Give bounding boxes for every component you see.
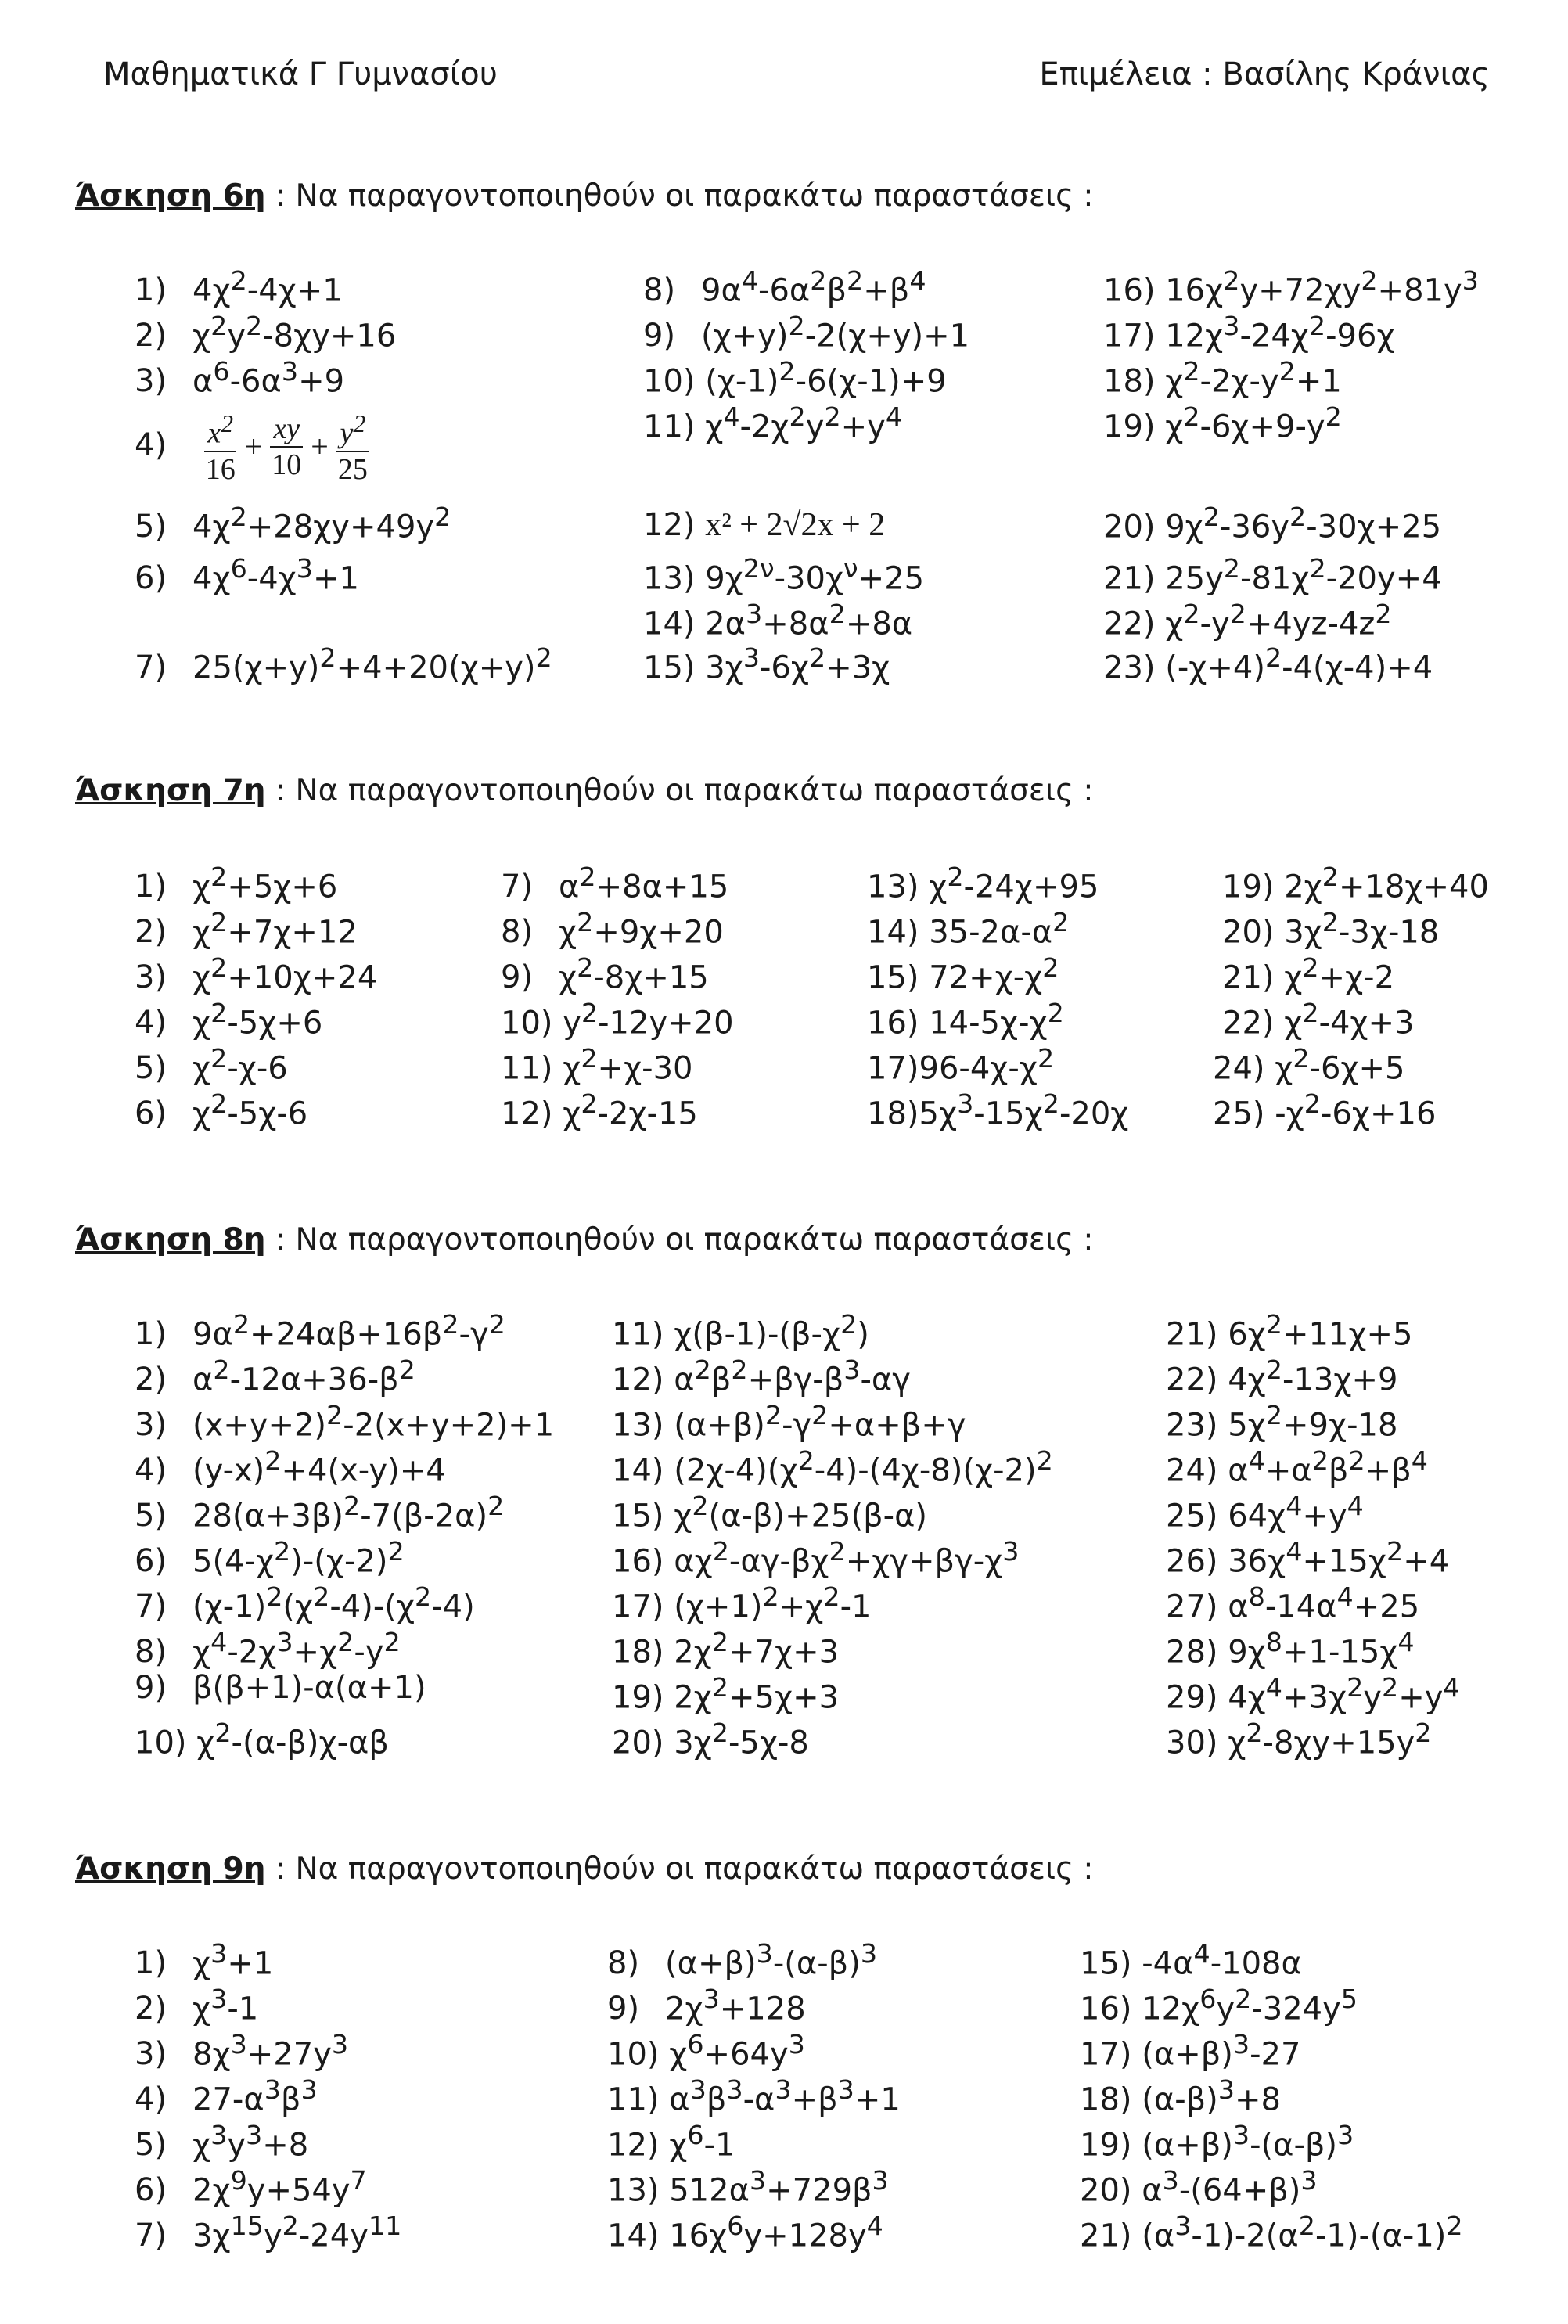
ex8-item-26: 26) $36\chi^4+15\chi^2+4$ xyxy=(1166,1536,1450,1580)
ex8-item-9: 9) β(β+1)-α(α+1) xyxy=(135,1670,426,1706)
ex7-item-16: 16) $14-5\chi-\chi^2$ xyxy=(867,998,1064,1041)
exercise-7-title xyxy=(75,773,1094,808)
ex7-item-10: 10) $y^2-12y+20$ xyxy=(501,998,734,1041)
exercise-8-instruction: : Να παραγοντοποιηθούν οι παρακάτω παραστάσεις : xyxy=(265,1222,1094,1257)
exercise-8-title xyxy=(75,1222,1094,1257)
ex6-item-10: 10) $(\chi-1)^2-6(\chi-1)+9$ xyxy=(643,356,947,400)
ex8-item-28: 28) $9\chi^8+1-15\chi^4$ xyxy=(1166,1627,1415,1671)
ex6-item-17: 17) $12\chi^3-24\chi^2-96\chi$ xyxy=(1103,311,1395,354)
ex8-item-30: 30) $\chi^2-8\chi y+15y^2$ xyxy=(1166,1718,1432,1761)
ex6-item-9: 9) $(\chi+y)^2-2(\chi+y)+1$ xyxy=(643,311,970,354)
ex6-item-20: 20) $9\chi^2-36y^2-30\chi+25$ xyxy=(1103,502,1442,545)
ex8-item-13: 13) $(\alpha+\beta)^2-\gamma^2+\alpha+\beta+\gamma$ xyxy=(612,1400,966,1444)
ex9-item-13: 13) $512\alpha^3+729\beta^3$ xyxy=(607,2165,889,2209)
ex9-item-8: 8) $(\alpha+\beta)^3-(\alpha-\beta)^3$ xyxy=(607,1938,878,1982)
exercise-9-instruction: : Να παραγοντοποιηθούν οι παρακάτω παραστάσεις : xyxy=(265,1851,1094,1887)
ex9-item-10: 10) $\chi^6+64y^3$ xyxy=(607,2029,805,2073)
ex8-item-22: 22) $4\chi^2-13\chi+9$ xyxy=(1166,1354,1398,1398)
ex8-item-16: 16) $\alpha\chi^2-\alpha\gamma-\beta\chi^2+\chi\gamma+\beta\gamma-\chi^3$ xyxy=(612,1536,1020,1580)
exercise-6-instruction: : Να παραγοντοποιηθούν οι παρακάτω παραστάσεις : xyxy=(265,178,1094,214)
ex7-item-7: 7) $\alpha^2+8\alpha+15$ xyxy=(501,862,729,905)
ex6-item-6: 6) $4\chi^6-4\chi^3+1$ xyxy=(135,553,359,597)
ex6-item-12: 12) x² + 2√2x + 2 xyxy=(643,507,886,543)
ex7-item-12: 12) $\chi^2-2\chi-15$ xyxy=(501,1088,698,1132)
ex7-item-22: 22) $\chi^2-4\chi+3$ xyxy=(1222,998,1415,1041)
ex8-item-12: 12) $\alpha^2\beta^2+\beta\gamma-\beta^3-\alpha\gamma$ xyxy=(612,1354,911,1398)
ex8-item-19: 19) $2\chi^2+5\chi+3$ xyxy=(612,1672,840,1716)
ex7-item-6: 6) $\chi^2-5\chi-6$ xyxy=(135,1088,308,1132)
ex6-item-19: 19) $\chi^2-6\chi+9-y^2$ xyxy=(1103,401,1342,445)
exercise-7-label: Άσκηση 7η xyxy=(75,773,266,808)
ex6-item-22: 22) $\chi^2-y^2+4yz-4z^2$ xyxy=(1103,599,1392,642)
exercise-7-instruction: : Να παραγοντοποιηθούν οι παρακάτω παραστάσεις : xyxy=(265,773,1094,808)
ex8-item-3: 3) $(x+y+2)^2-2(x+y+2)+1$ xyxy=(135,1400,555,1444)
fraction-y-over-25: $\frac{y^2}{25}$ xyxy=(335,407,371,487)
ex9-item-9: 9) $2\chi^3+128$ xyxy=(607,1984,806,2027)
ex6-item-8: 8) $9\alpha^4-6\alpha^2\beta^2+\beta^4$ xyxy=(643,265,926,309)
ex6-item-14: 14) $2\alpha^3+8\alpha^2+8\alpha$ xyxy=(643,599,913,642)
ex6-item-11: 11) $\chi^4-2\chi^2y^2+y^4$ xyxy=(643,401,903,445)
exercise-6-label: Άσκηση 6η xyxy=(75,178,266,214)
ex7-item-19: 19) $2\chi^2+18\chi+40$ xyxy=(1222,862,1489,905)
ex9-item-15: 15) $-4\alpha^4-108\alpha$ xyxy=(1080,1938,1302,1982)
ex6-item-21: 21) $25y^2-81\chi^2-20y+4$ xyxy=(1103,553,1442,597)
ex7-item-20: 20) $3\chi^2-3\chi-18$ xyxy=(1222,907,1440,951)
ex6-item-5: 5) $4\chi^2+28\chi y+49y^2$ xyxy=(135,502,451,545)
ex8-item-17: 17) $(\chi+1)^2+\chi^2-1$ xyxy=(612,1581,872,1625)
ex8-item-11: 11) $\chi(\beta-1)-(\beta-\chi^2)$ xyxy=(612,1309,869,1353)
ex8-item-23: 23) $5\chi^2+9\chi-18$ xyxy=(1166,1400,1398,1444)
ex8-item-21: 21) $6\chi^2+11\chi+5$ xyxy=(1166,1309,1413,1353)
ex9-item-18: 18) $(\alpha-\beta)^3+8$ xyxy=(1080,2074,1281,2118)
ex6-item-3: 3) $\alpha^6-6\alpha^3+9$ xyxy=(135,356,345,400)
ex9-item-19: 19) $(\alpha+\beta)^3-(\alpha-\beta)^3$ xyxy=(1080,2120,1354,2164)
ex8-item-1: 1) $9\alpha^2+24\alpha\beta+16\beta^2-\gamma^2$ xyxy=(135,1309,505,1353)
ex8-item-29: 29) $4\chi^4+3\chi^2y^2+y^4$ xyxy=(1166,1672,1460,1716)
ex8-item-7: 7) $(\chi-1)^2(\chi^2-4)-(\chi^2-4)$ xyxy=(135,1581,475,1625)
ex7-item-11: 11) $\chi^2+\chi-30$ xyxy=(501,1043,693,1087)
ex8-item-8: 8) $\chi^4-2\chi^3+\chi^2-y^2$ xyxy=(135,1627,401,1671)
ex7-item-1: 1) $\chi^2+5\chi+6$ xyxy=(135,862,338,905)
ex7-item-3: 3) $\chi^2+10\chi+24$ xyxy=(135,952,378,996)
ex7-item-13: 13) $\chi^2-24\chi+95$ xyxy=(867,862,1099,905)
ex8-item-25: 25) $64\chi^4+y^4$ xyxy=(1166,1491,1364,1534)
ex9-item-1: 1) $\chi^3+1$ xyxy=(135,1938,274,1982)
ex8-item-5: 5) $28(\alpha+3\beta)^2-7(\beta-2\alpha)^2$ xyxy=(135,1491,505,1534)
ex9-item-2: 2) $\chi^3-1$ xyxy=(135,1984,259,2027)
ex7-item-4: 4) $\chi^2-5\chi+6$ xyxy=(135,998,323,1041)
ex9-item-20: 20) $\alpha^3-(64+\beta)^3$ xyxy=(1080,2165,1318,2209)
ex9-item-14: 14) $16\chi^6y+128y^4$ xyxy=(607,2211,883,2254)
expression-12: x² + 2√2x + 2 xyxy=(705,507,886,543)
ex8-item-4: 4) $(y-x)^2+4(x-y)+4$ xyxy=(135,1445,446,1489)
exercise-9-label: Άσκηση 9η xyxy=(75,1851,266,1887)
ex8-item-24: 24) $\alpha^4+\alpha^2\beta^2+\beta^4$ xyxy=(1166,1445,1428,1489)
ex6-item-13: 13) $9\chi^{2\nu}-30\chi^\nu+25$ xyxy=(643,553,925,597)
fraction-x-over-16: $\frac{x^2}{16}$ xyxy=(203,407,239,487)
ex8-item-20: 20) $3\chi^2-5\chi-8$ xyxy=(612,1718,809,1761)
ex9-item-6: 6) $2\chi^9y+54y^7$ xyxy=(135,2165,367,2209)
ex6-item-4: 4) $\frac{x^2}{16}$ + $\frac{xy}{10}$ + $\frac{y^2}{25}$ xyxy=(135,407,371,487)
ex9-item-21: 21) $(\alpha^3-1)-2(\alpha^2-1)-(\alpha-1)^2$ xyxy=(1080,2211,1463,2254)
ex9-item-17: 17) $(\alpha+\beta)^3-27$ xyxy=(1080,2029,1301,2073)
ex7-item-9: 9) $\chi^2-8\chi+15$ xyxy=(501,952,709,996)
ex7-item-2: 2) $\chi^2+7\chi+12$ xyxy=(135,907,358,951)
ex6-item-23: 23) $(-\chi+4)^2-4(\chi-4)+4$ xyxy=(1103,642,1433,686)
ex6-item-2: 2) $\chi^2y^2-8\chi y+16$ xyxy=(135,311,397,354)
ex9-item-5: 5) $\chi^3y^3+8$ xyxy=(135,2120,309,2164)
ex6-item-15: 15) $3\chi^3-6\chi^2+3\chi$ xyxy=(643,642,890,686)
ex9-item-11: 11) $\alpha^3\beta^3-\alpha^3+\beta^3+1$ xyxy=(607,2074,901,2118)
ex9-item-16: 16) $12\chi^6y^2-324y^5$ xyxy=(1080,1984,1358,2027)
ex7-item-15: 15) $72+\chi-\chi^2$ xyxy=(867,952,1059,996)
ex9-item-3: 3) $8\chi^3+27y^3$ xyxy=(135,2029,349,2073)
ex6-item-16: 16) $16\chi^2y+72\chi y^2+81y^3$ xyxy=(1103,265,1479,309)
exercise-9-title xyxy=(75,1851,1094,1887)
ex7-item-14: 14) $35-2\alpha-\alpha^2$ xyxy=(867,907,1070,951)
ex7-item-5: 5) $\chi^2-\chi-6$ xyxy=(135,1043,288,1087)
ex8-item-15: 15) $\chi^2(\alpha-\beta)+25(\beta-\alpha)$ xyxy=(612,1491,928,1534)
ex7-item-18: $18)5\chi^3-15\chi^2-20\chi$ xyxy=(867,1088,1129,1132)
ex7-item-17: $17)96-4\chi-\chi^2$ xyxy=(867,1043,1055,1087)
document-subject: Μαθηματικά Γ Γυμνασίου xyxy=(103,56,498,92)
ex7-item-25: 25) $-\chi^2-6\chi+16$ xyxy=(1213,1088,1437,1132)
ex9-item-7: 7) $3\chi^{15}y^2-24y^{11}$ xyxy=(135,2211,402,2254)
fraction-xy-over-10: $\frac{xy}{10}$ xyxy=(272,412,302,481)
exercise-8-label: Άσκηση 8η xyxy=(75,1222,266,1257)
ex9-item-4: 4) $27-\alpha^3\beta^3$ xyxy=(135,2074,318,2118)
ex7-item-24: 24) $\chi^2-6\chi+5$ xyxy=(1213,1043,1405,1087)
ex7-item-8: 8) $\chi^2+9\chi+20$ xyxy=(501,907,724,951)
ex6-item-1: 1) $4\chi^2-4\chi+1$ xyxy=(135,265,343,309)
ex8-item-14: 14) $(2\chi-4)(\chi^2-4)-(4\chi-8)(\chi-2)^2$ xyxy=(612,1445,1053,1489)
ex8-item-2: 2) $\alpha^2-12\alpha+36-\beta^2$ xyxy=(135,1354,415,1398)
ex8-item-27: 27) $\alpha^8-14\alpha^4+25$ xyxy=(1166,1581,1420,1625)
ex8-item-6: 6) $5(4-\chi^2)-(\chi-2)^2$ xyxy=(135,1536,405,1580)
ex7-item-21: 21) $\chi^2+\chi-2$ xyxy=(1222,952,1395,996)
ex9-item-12: 12) $\chi^6-1$ xyxy=(607,2120,735,2164)
ex8-item-10: 10) $\chi^2-(\alpha-\beta)\chi-\alpha\beta$ xyxy=(135,1718,389,1761)
exercise-6-title xyxy=(75,178,1094,214)
ex8-item-18: 18) $2\chi^2+7\chi+3$ xyxy=(612,1627,840,1671)
ex6-item-7: 7) $25(\chi+y)^2+4+20(\chi+y)^2$ xyxy=(135,642,552,686)
document-author: Επιμέλεια : Βασίλης Κράνιας xyxy=(1039,56,1490,92)
ex6-item-18: 18) $\chi^2-2\chi-y^2+1$ xyxy=(1103,356,1342,400)
